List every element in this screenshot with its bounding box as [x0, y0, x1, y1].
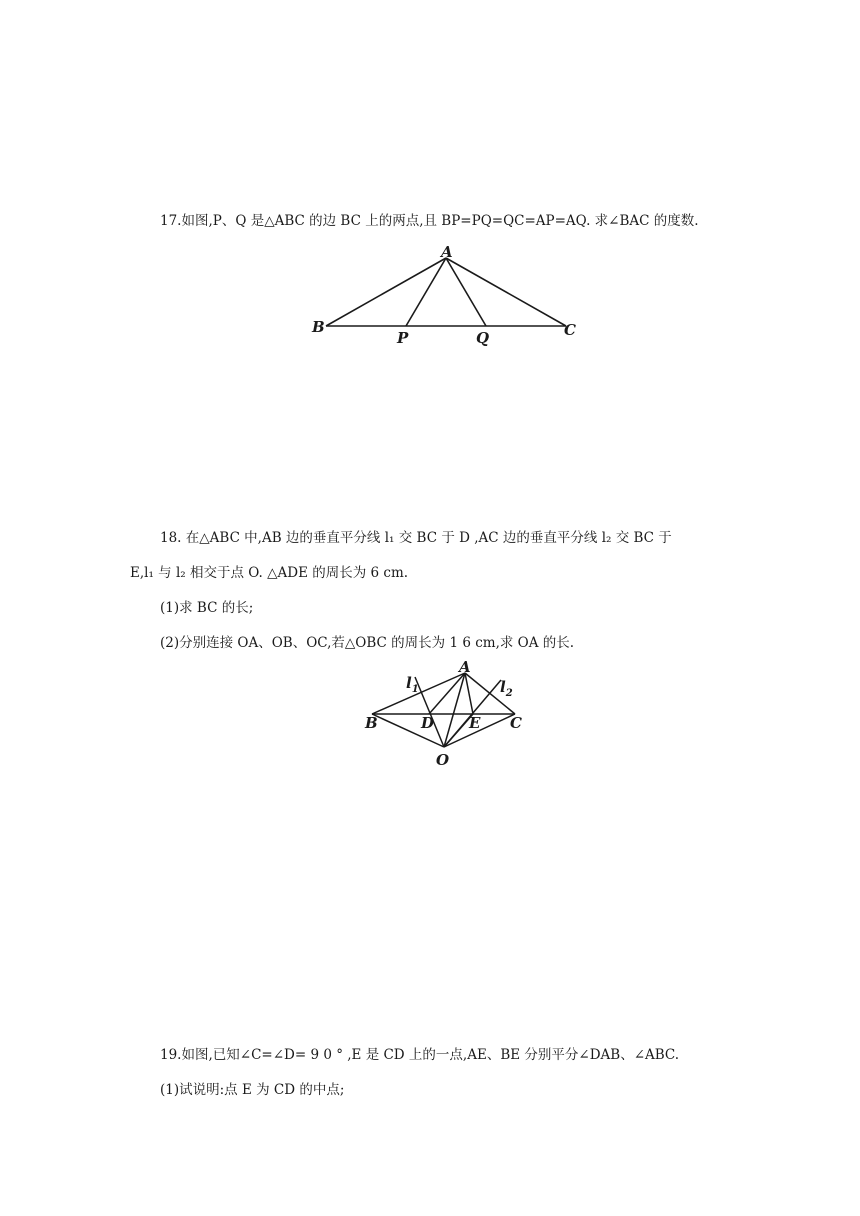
q17-text: 17.如图,P、Q 是△ABC 的边 BC 上的两点,且 BP=PQ=QC=AP=AQ. 求∠BAC 的度数. — [160, 213, 699, 229]
segment-AQ — [446, 258, 486, 326]
label-Q: Q — [476, 329, 490, 347]
label-A: A — [459, 658, 471, 676]
label-A: A — [441, 243, 453, 261]
q18-part2: (2)分别连接 OA、OB、OC,若△OBC 的周长为 1 6 cm,求 OA 的长. — [160, 635, 575, 651]
label-P: P — [397, 329, 409, 347]
label-l1: $l_1$ — [406, 674, 419, 695]
q18-part1: (1)求 BC 的长; — [160, 600, 254, 616]
label-O: O — [436, 751, 450, 769]
segment-AB — [326, 258, 446, 326]
segment-AC — [446, 258, 566, 326]
q17-figure — [300, 240, 600, 350]
q19-part1: (1)试说明:点 E 为 CD 的中点; — [160, 1082, 345, 1098]
label-C: C — [510, 714, 522, 732]
q18-line1: 18. 在△ABC 中,AB 边的垂直平分线 l₁ 交 BC 于 D ,AC 边的垂直平分线 l₂ 交 BC 于 — [160, 530, 672, 546]
label-E: E — [469, 714, 481, 732]
q19-line1: 19.如图,已知∠C=∠D= 9 0 ° ,E 是 CD 上的一点,AE、BE 分别平分∠DAB、∠ABC. — [160, 1047, 680, 1063]
label-B: B — [312, 318, 325, 336]
q18-figure — [355, 655, 535, 770]
label-B: B — [365, 714, 378, 732]
label-l2: $l_2$ — [500, 678, 513, 699]
label-D: D — [421, 714, 435, 732]
segment-AP — [406, 258, 446, 326]
label-C: C — [564, 321, 576, 339]
q18-line2: E,l₁ 与 l₂ 相交于点 O. △ADE 的周长为 6 cm. — [130, 565, 409, 581]
